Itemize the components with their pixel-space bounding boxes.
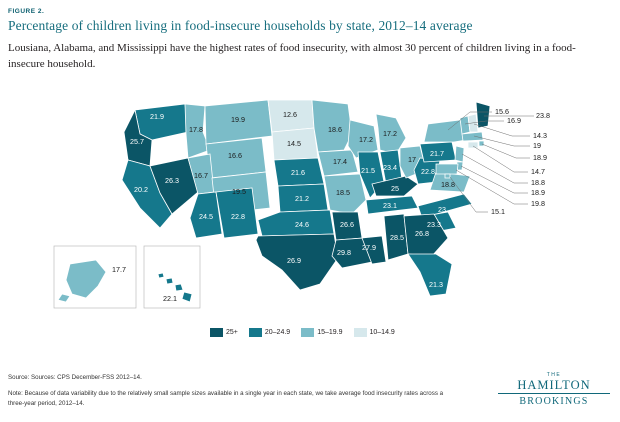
state-label-id: 17.8 xyxy=(189,125,203,134)
state-label-nj: 18.8 xyxy=(531,178,545,187)
legend-swatch-10-149 xyxy=(354,328,367,337)
state-label-oh: 17 xyxy=(408,155,416,164)
state-label-ne: 21.6 xyxy=(291,168,305,177)
state-label-hi: 22.1 xyxy=(163,294,177,303)
state-label-mt: 19.9 xyxy=(231,115,245,124)
state-label-ia: 17.4 xyxy=(333,157,347,166)
legend-swatch-15-199 xyxy=(301,328,314,337)
state-label-sc: 23.3 xyxy=(427,220,441,229)
state-label-ct: 14.7 xyxy=(531,167,545,176)
state-label-ri: 18.9 xyxy=(533,153,547,162)
logo-brookings: BROOKINGS xyxy=(519,396,589,407)
methodology-note: Note: Because of data variability due to the relatively small sample sizes available in a single year in each state, we take average food insecurity rates across a three-year period, 2012–14. xyxy=(8,390,444,407)
state-label-ks: 21.2 xyxy=(295,194,309,203)
state-label-md: 19.8 xyxy=(531,199,545,208)
state-label-mn: 18.6 xyxy=(328,125,342,134)
legend xyxy=(210,328,402,337)
legend-label-25plus: 25+ xyxy=(226,329,238,336)
source-note: Source: Sources: CPS December-FSS 2012–14. xyxy=(8,374,142,381)
state-label-me: 23.8 xyxy=(536,111,550,120)
state-label-ak: 17.7 xyxy=(112,265,126,274)
legend-swatch-25plus xyxy=(210,328,223,337)
state-label-la: 29.8 xyxy=(337,248,351,257)
figure-label: FIGURE 2. xyxy=(8,8,45,15)
choropleth-map xyxy=(0,88,620,328)
state-label-ut: 16.7 xyxy=(194,171,208,180)
legend-item-10-149 xyxy=(354,328,395,337)
state-label-nm: 22.8 xyxy=(231,212,245,221)
state-label-sd: 14.5 xyxy=(287,139,301,148)
state-label-tn: 23.1 xyxy=(383,201,397,210)
legend-label-20-249: 20–24.9 xyxy=(264,329,291,336)
state-label-nc: 23 xyxy=(438,205,446,214)
state-label-il: 21.5 xyxy=(361,166,375,175)
state-label-nd: 12.6 xyxy=(283,110,297,119)
state-label-in: 23.4 xyxy=(383,163,397,172)
state-label-pa: 21.7 xyxy=(430,149,444,158)
state-label-wy: 16.6 xyxy=(228,151,242,160)
state-label-dc: 15.1 xyxy=(491,207,505,216)
legend-label-15-199: 15–19.9 xyxy=(317,329,343,336)
state-label-ky: 25 xyxy=(391,184,399,193)
legend-item-25plus xyxy=(210,328,238,337)
state-label-de: 18.9 xyxy=(531,188,545,197)
state-label-wi: 17.2 xyxy=(359,135,373,144)
state-label-ar: 26.6 xyxy=(340,220,354,229)
state-label-co: 19.5 xyxy=(232,187,246,196)
state-label-ok: 24.6 xyxy=(295,220,309,229)
state-label-wa: 21.9 xyxy=(150,112,164,121)
state-label-fl: 21.3 xyxy=(429,280,443,289)
logo-the: THE xyxy=(546,372,562,378)
hamilton-project-logo xyxy=(498,372,610,407)
state-label-ny: 15.6 xyxy=(495,107,509,116)
state-label-nh: 14.3 xyxy=(533,131,547,140)
state-label-or: 25.7 xyxy=(130,137,144,146)
state-label-al: 28.5 xyxy=(390,233,404,242)
state-label-mo: 18.5 xyxy=(336,188,350,197)
legend-label-10-149: 10–14.9 xyxy=(369,329,395,336)
state-label-tx: 26.9 xyxy=(287,256,301,265)
state-label-az: 24.5 xyxy=(199,212,213,221)
state-label-ca: 20.2 xyxy=(134,185,148,194)
legend-item-15-199 xyxy=(301,328,342,337)
state-label-ma: 19 xyxy=(533,141,541,150)
legend-item-20-249 xyxy=(249,328,290,337)
state-label-wv: 22.8 xyxy=(421,167,435,176)
legend-swatch-20-249 xyxy=(249,328,262,337)
logo-hamilton: HAMILTON xyxy=(517,378,591,392)
chart-subtitle: Lousiana, Alabama, and Mississippi have the highest rates of food insecurity, with almost 30 percent of children living in a food-insecure household. xyxy=(8,42,576,70)
state-label-mi: 17.2 xyxy=(383,129,397,138)
state-label-ga: 26.8 xyxy=(415,229,429,238)
state-label-vt: 16.9 xyxy=(507,116,521,125)
state-label-ms: 27.9 xyxy=(362,243,376,252)
logo-rule xyxy=(498,393,610,394)
state-label-va: 18.8 xyxy=(441,180,455,189)
state-label-nv: 26.3 xyxy=(165,176,179,185)
page-title: Percentage of children living in food-insecure households by state, 2012–14 average xyxy=(8,18,473,33)
